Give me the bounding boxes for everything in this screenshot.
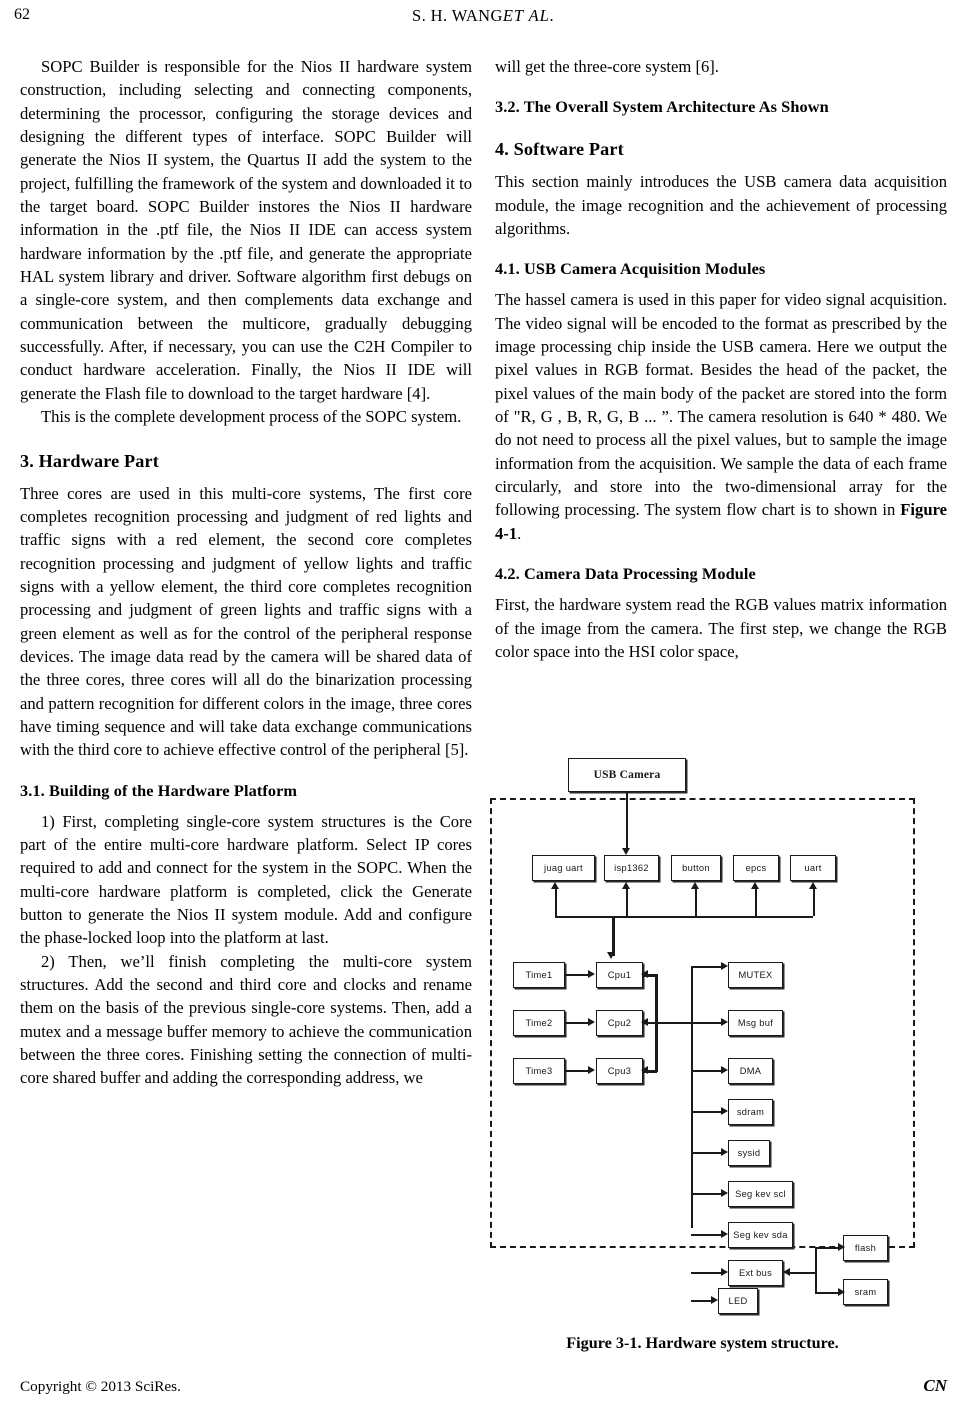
- heading-camera-data-processing: 4.2. Camera Data Processing Module: [495, 564, 756, 584]
- diagram-node-time2: Time2: [513, 1010, 565, 1036]
- arrowhead-bus-to-uart: [809, 882, 817, 889]
- arrowhead-bus-to-dma: [721, 1066, 728, 1074]
- arrowhead-junction-to-sram: [838, 1288, 845, 1296]
- paragraph-three-cores: Three cores are used in this multi-core systems, The first core completes recognition processing and judgment of red lights and traffic signs with a red element, the second core completes recognition processing and judgment of yellow lights and traffic signs with a yellow element, the third core completes recognition processing and judgment of green lights and traffic signs with a green element as well as for the control of the peripheral response devices. The image data read by the camera will be shared data of the three cores, three cores will all do the binarization processing and pattern recognition for different colors in the image, three cores have timing sequence and will take data exchange communications with the third core to achieve effective control of the peripheral [5].: [20, 483, 472, 760]
- paragraph-hassel-camera: [495, 288, 947, 545]
- heading-software-part: 4. Software Part: [495, 139, 624, 160]
- heading-usb-camera-acquisition: 4.1. USB Camera Acquisition Modules: [495, 259, 766, 279]
- paragraph-three-core-system: will get the three-core system [6].: [495, 57, 719, 76]
- arrowhead-junction-to-ext-bus: [783, 1268, 790, 1276]
- figure-reference-4-1: Figure 4-1: [495, 500, 947, 543]
- page-number: 62: [14, 6, 30, 23]
- paragraph-hassel-camera-tail: .: [517, 523, 522, 543]
- diagram-node-seg-key-scl: Seg kev scl: [728, 1181, 793, 1207]
- diagram-node-led: LED: [718, 1288, 758, 1314]
- arrowhead-spine-to-cpu1: [641, 970, 648, 978]
- paragraph-hassel-camera-text: The hassel camera is used in this paper for video signal acquisition. The video signal will be encoded to the format as prescribed by the image processing chip inside the USB camera. Here we output the pixel values in RGB format. Besides the head of the packet, the pixel values of the main body of the packet are stored into the form of "R, G , B, R, G, B ... ”. The camera resolution is 640 * 480. We do not need to process all the pixel values, but to sample the image information from the acquisition. We sample the data of each frame circularly, and store into the two-dimensional array for the following processing. The system flow chart is to shown in: [495, 290, 947, 520]
- diagram-node-ext-bus: Ext bus: [728, 1260, 783, 1286]
- running-head: [14, 6, 953, 28]
- running-title-authors: S. H. WANG: [412, 6, 503, 25]
- edge-time2-to-cpu2: [565, 1022, 589, 1024]
- edge-bus-to-jtag-uart: [555, 888, 557, 916]
- arrowhead-bus-to-msg-buf: [721, 1018, 728, 1026]
- arrowhead-time2-to-cpu2: [588, 1018, 595, 1026]
- figure-3-1: [475, 752, 930, 1314]
- arrowhead-bus-to-cpu1: [607, 952, 615, 959]
- edge-bus-to-seg-key-scl: [691, 1193, 723, 1195]
- arrowhead-bus-to-sysid: [721, 1148, 728, 1156]
- arrowhead-junction-to-flash: [838, 1243, 845, 1251]
- edge-junction-to-ext-bus: [787, 1272, 817, 1274]
- arrowhead-time3-to-cpu3: [588, 1066, 595, 1074]
- diagram-node-sdram: sdram: [728, 1099, 773, 1125]
- edge-bus-to-sysid: [691, 1152, 723, 1154]
- running-title: [14, 6, 953, 26]
- heading-building-hardware-platform: 3.1. Building of the Hardware Platform: [20, 780, 298, 800]
- edge-bus-to-sdram: [691, 1111, 723, 1113]
- arrowhead-msgbuf-to-cpu2: [641, 1018, 648, 1026]
- arrowhead-bus-to-seg-key-scl: [721, 1189, 728, 1197]
- arrowhead-spine-to-cpu3: [641, 1066, 648, 1074]
- paragraph-sopc-builder: SOPC Builder is responsible for the Nios II hardware system construction, including selecting and connecting components, determining the processor, configuring the storage devices and designing the different types of interface. SOPC Builder will generate the Nios II system, the Quartus II add the system to the project, fulfilling the framework of the system and downloaded it to the target board. SOPC Builder instores the Nios II hardware information in the .ptf file, the Nios II IDE can access system hardware information by the .ptf file, and generate the appropriate HAL system library and driver. Software algorithm first debugs on a single-core system, and then complements data exchange and communication between the multicore, gradually debugging successfully. After, if necessary, you can use the C2H Compiler to conduct hardware acceleration. Finally, the Nios II IDE will generate the Flash file to download to the target hardware [4].: [20, 57, 472, 403]
- left-column: [20, 55, 472, 1090]
- edge-bus-to-seg-key-sda: [691, 1234, 723, 1236]
- heading-hardware-part: 3. Hardware Part: [20, 450, 159, 471]
- diagram-node-cpu2: Cpu2: [596, 1010, 643, 1036]
- arrowhead-bus-to-ext-bus: [721, 1268, 728, 1276]
- arrowhead-time1-to-cpu1: [588, 970, 595, 978]
- edge-bus-to-dma: [691, 1070, 723, 1072]
- paragraph-section-intro: This section mainly introduces the USB camera data acquisition module, the image recognition and the achievement of processing algorithms.: [495, 172, 947, 239]
- heading-overall-system-architecture: 3.2. The Overall System Architecture As Shown: [495, 97, 829, 117]
- diagram-node-sram: sram: [843, 1279, 888, 1305]
- edge-time3-to-cpu3: [565, 1070, 589, 1072]
- diagram-node-sysid: sysid: [728, 1140, 770, 1166]
- edge-bus-to-uart: [813, 888, 815, 916]
- edge-flash-sram-junction: [815, 1247, 817, 1292]
- arrowhead-bus-to-jtag-uart: [551, 882, 559, 889]
- arrowhead-bus-to-isp1362: [622, 882, 630, 889]
- running-title-etal: ET AL.: [502, 6, 555, 25]
- diagram-node-seg-key-sda: Seg kev sda: [728, 1222, 793, 1248]
- diagram-node-time1: Time1: [513, 962, 565, 988]
- edge-bus-to-ext-bus: [691, 1272, 723, 1274]
- arrowhead-bus-to-led: [711, 1296, 718, 1304]
- paragraph-step-one: 1) First, completing single-core system structures is the Core part of the entire multi-core hardware platform. Select IP cores required to add and connect for the system in the SOPC. When the multi-core hardware platform is completed, click the Generate button to generate the Nios II system module. Add and configure the phase-locked loop into the platform at last.: [20, 811, 472, 948]
- arrowhead-bus-to-seg-key-sda: [721, 1230, 728, 1238]
- paragraph-rgb-to-hsi: First, the hardware system read the RGB values matrix information of the image from the camera. The first step, we change the RGB color space into the HSI color space,: [495, 595, 947, 661]
- edge-shared-resource-bus: [691, 966, 693, 1228]
- diagram-node-cpu1: Cpu1: [596, 962, 643, 988]
- edge-camera-to-isp1362: [626, 792, 628, 850]
- arrowhead-camera-to-isp1362: [622, 848, 630, 855]
- arrowhead-bus-to-button: [691, 882, 699, 889]
- arrowhead-bus-to-epcs: [751, 882, 759, 889]
- diagram-node-usb-camera: USB Camera: [568, 758, 686, 792]
- diagram-node-isp1362: isp1362: [604, 855, 659, 881]
- copyright-notice: Copyright © 2013 SciRes.: [20, 1378, 181, 1395]
- diagram-node-mutex: MUTEX: [728, 962, 783, 988]
- diagram-node-cpu3: Cpu3: [596, 1058, 643, 1084]
- arrowhead-bus-to-sdram: [721, 1107, 728, 1115]
- diagram-node-time3: Time3: [513, 1058, 565, 1084]
- edge-bus-to-button: [695, 888, 697, 916]
- hardware-system-diagram: [475, 752, 930, 1314]
- edge-time1-to-cpu1: [565, 974, 589, 976]
- edge-bus-to-isp1362: [626, 888, 628, 916]
- edge-bus-to-mutex: [691, 966, 723, 968]
- journal-abbreviation: CN: [923, 1376, 947, 1395]
- paragraph-step-two: 2) Then, we’ll finish completing the multi-core system structures. Add the second and third core and clocks and rename them on the basis of the previous single-core systems. Then, add a mutex and a message buffer memory to achieve the communication between the three cores. Finishing setting the connection of multi-core shared buffer and adding the corresponding address, we: [20, 951, 472, 1088]
- diagram-node-msg-buf: Msg buf: [728, 1010, 783, 1036]
- arrowhead-bus-to-mutex: [721, 962, 728, 970]
- figure-caption: Figure 3-1. Hardware system structure.: [566, 1334, 839, 1352]
- diagram-node-epcs: epcs: [733, 855, 779, 881]
- diagram-node-flash: flash: [843, 1235, 888, 1261]
- right-column: [495, 55, 947, 663]
- edge-bus-to-cpu1: [612, 916, 615, 956]
- diagram-node-jtag-uart: juag uart: [532, 855, 595, 881]
- diagram-node-button: button: [671, 855, 721, 881]
- page-footer: [20, 1378, 947, 1400]
- edge-bus-to-msg-buf: [691, 1022, 723, 1024]
- diagram-node-uart: uart: [790, 855, 836, 881]
- edge-top-bus: [555, 916, 813, 918]
- diagram-node-dma: DMA: [728, 1058, 773, 1084]
- paragraph-complete-development: This is the complete development process of the SOPC system.: [41, 407, 462, 427]
- edge-bus-to-led: [691, 1300, 713, 1302]
- edge-bus-to-epcs: [755, 888, 757, 916]
